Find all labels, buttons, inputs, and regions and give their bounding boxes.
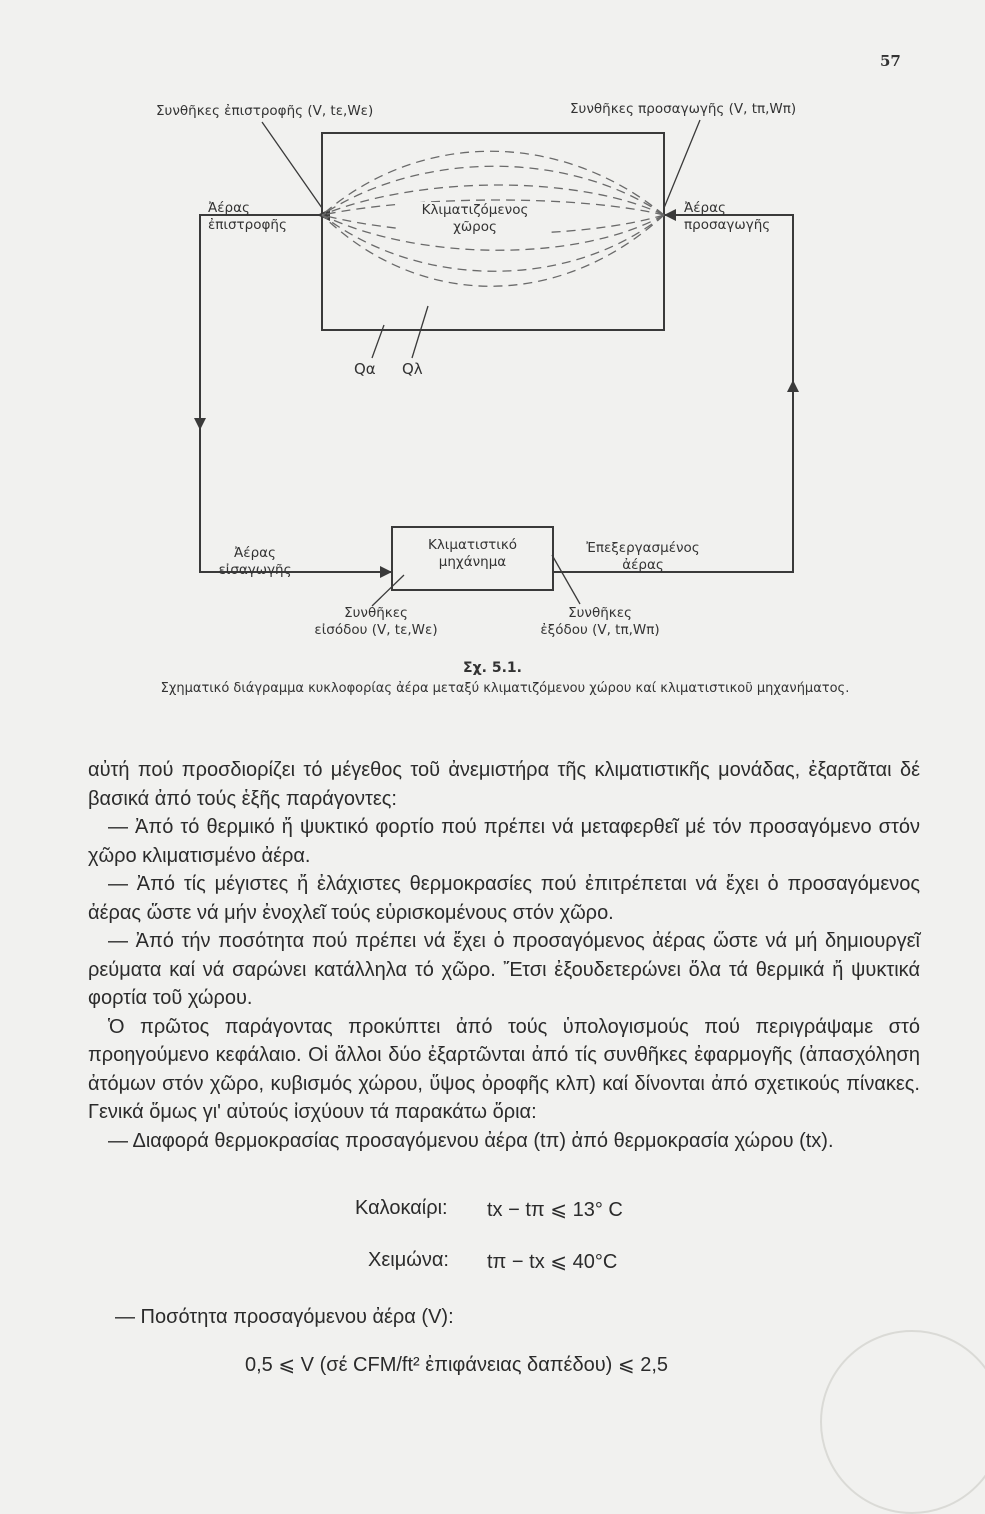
conditioned-space-label xyxy=(400,202,550,236)
quantity-formula: 0,5 ⩽ V (σέ CFM/ft² ἐπιφάνειας δαπέδου) ⩽ 2,5 xyxy=(245,1354,668,1376)
space-line1: Κλιματιζόμενος xyxy=(421,202,529,218)
return-air-label xyxy=(208,200,287,234)
library-stamp xyxy=(820,1330,985,1514)
processed-air-label xyxy=(578,540,708,574)
supply-air-duct xyxy=(553,215,793,572)
page-number: 57 xyxy=(880,52,901,70)
paragraph-4: — Ἀπό τήν ποσότητα πού πρέπει νά ἔχει ὁ προσαγόμενος ἀέρας ὥστε νά μή δημιουργεῖ ρεύματα καί νά σαρώνει κατάλληλα τό χῶρο. Ἔτσι ἐξουδετερώνει ὅλα τά θερμικά ἤ ψυκτικά φορτία τοῦ χώρου. xyxy=(88,930,920,1009)
quantity-label: — Ποσότητα προσαγόμενου ἀέρα (V): xyxy=(115,1306,454,1328)
summer-formula: tx − tπ ⩽ 13° C xyxy=(487,1199,623,1221)
return-air-line2: ἐπιστροφῆς xyxy=(208,216,287,233)
figure-number: Σχ. 5.1. xyxy=(463,660,522,676)
figure-caption: Σχηματικό διάγραμμα κυκλοφορίας ἀέρα μεταξύ κλιματιζόμενου χώρου καί κλιματιστικοῦ μηχανήματος. xyxy=(160,681,850,696)
intake-air-line1: Ἀέρας xyxy=(234,545,276,561)
q-lambda-label: Qλ xyxy=(402,360,423,378)
return-air-line1: Ἀέρας xyxy=(208,200,250,216)
winter-label: Χειμώνα: xyxy=(368,1249,449,1271)
supply-air-line1: Ἀέρας xyxy=(684,200,726,216)
arrow-into-unit xyxy=(380,566,392,578)
inlet-conditions-line1: Συνθῆκες xyxy=(344,605,408,621)
processed-air-line2: ἀέρας xyxy=(622,556,664,573)
winter-formula: tπ − tx ⩽ 40°C xyxy=(487,1251,618,1273)
supply-air-line2: προσαγωγῆς xyxy=(684,216,771,233)
outlet-conditions-label xyxy=(530,605,670,639)
processed-air-line1: Ἐπεξεργασμένος xyxy=(586,540,700,556)
body-text xyxy=(88,756,920,1155)
inlet-conditions-line2: εἰσόδου (V, tε,Wε) xyxy=(314,621,438,638)
paragraph-2: — Ἀπό τό θερμικό ἤ ψυκτικό φορτίο πού πρέπει νά μεταφερθεῖ μέ τόν προσαγόμενο στόν χῶρο κλιματισμένο ἀέρα. xyxy=(88,816,920,867)
q-alpha-label: Qα xyxy=(354,360,376,378)
paragraph-5: Ὁ πρῶτος παράγοντας προκύπτει ἀπό τούς ὑπολογισμούς πού περιγράψαμε στό προηγούμενο κεφάλαιο. Οἱ ἄλλοι δύο ἐξαρτῶνται ἀπό τίς συνθῆκες ἐφαρμογῆς (ἀπασχόληση ἀτόμων στόν χῶρο, κυβισμός χώρου, ὕψος ὀροφῆς κλπ) καί δίνονται ἀπό σχετικούς πίνακες. Γενικά ὅμως γι' αὐτούς ἰσχύουν τά παρακάτω ὅρια: xyxy=(88,1015,920,1123)
return-air-duct xyxy=(200,215,392,572)
intake-air-label xyxy=(210,545,300,579)
supply-conditions-label: Συνθῆκες προσαγωγῆς (V, tπ,Wπ) xyxy=(570,101,797,117)
supply-air-label xyxy=(684,200,770,234)
paragraph-6: — Διαφορά θερμοκρασίας προσαγόμενου ἀέρα (tπ) ἀπό θερμοκρασία χώρου (tx). xyxy=(108,1129,834,1152)
outlet-conditions-line2: ἐξόδου (V, tπ,Wπ) xyxy=(540,621,660,638)
arrow-supply-up xyxy=(787,380,799,392)
space-line2: χῶρος xyxy=(453,218,497,235)
paragraph-3: — Ἀπό τίς μέγιστες ἤ ἐλάχιστες θερμοκρασίες πού ἐπιτρέπεται νά ἔχει ὁ προσαγόμενος ἀέρας ὥστε νά μήν ἐνοχλεῖ τούς εὑρισκομένους στόν χῶρο. xyxy=(88,873,920,924)
outlet-conditions-line1: Συνθῆκες xyxy=(568,605,632,621)
unit-label xyxy=(392,537,553,571)
arrow-supply-in xyxy=(664,209,676,221)
inlet-conditions-label xyxy=(306,605,446,639)
summer-label: Καλοκαίρι: xyxy=(355,1197,448,1219)
paragraph-1: αὐτή πού προσδιορίζει τό μέγεθος τοῦ ἀνεμιστήρα τῆς κλιματιστικῆς μονάδας, ἐξαρτᾶται δέ βασικά ἀπό τούς ἑξῆς παράγοντες: xyxy=(88,759,920,810)
intake-air-line2: εἰσαγωγῆς xyxy=(218,561,292,578)
unit-line2: μηχάνημα xyxy=(438,553,507,570)
unit-line1: Κλιματιστικό xyxy=(427,537,518,553)
return-conditions-label: Συνθῆκες ἐπιστροφῆς (V, tε,Wε) xyxy=(156,103,374,119)
arrow-return-down xyxy=(194,418,206,430)
